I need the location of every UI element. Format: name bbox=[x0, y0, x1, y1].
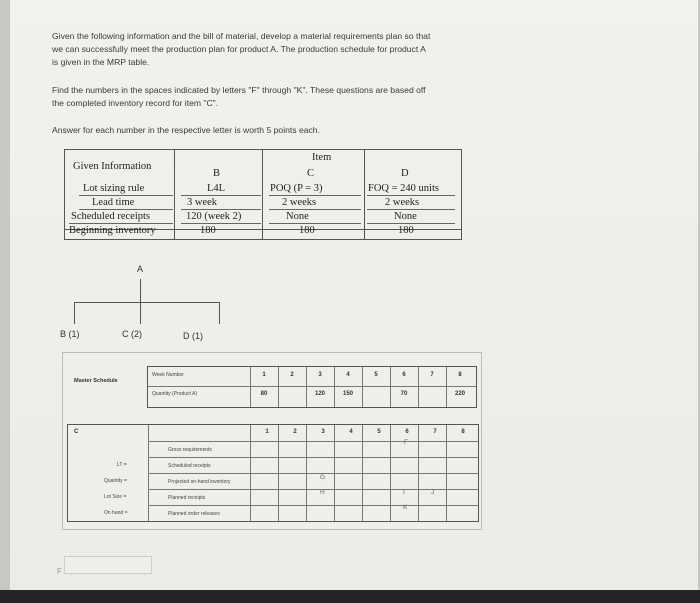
b-lot-size: L4L bbox=[207, 183, 226, 194]
c-week-2: 2 bbox=[293, 429, 297, 435]
bottom-bar bbox=[0, 590, 700, 603]
qty-week-3: 120 bbox=[314, 391, 325, 397]
week-6: 6 bbox=[402, 372, 406, 378]
row-label-lead-time: Lead time bbox=[92, 197, 135, 208]
inventory-record-table bbox=[67, 424, 479, 522]
column-b: B bbox=[213, 168, 221, 179]
instruction-line: Find the numbers in the spaces indicated by letters "F" through "K". These questions are based off bbox=[52, 85, 426, 95]
week-1: 1 bbox=[262, 372, 266, 378]
answer-h: H bbox=[320, 489, 325, 496]
c-week-8: 8 bbox=[461, 429, 465, 435]
given-info-title: Given Information bbox=[73, 161, 152, 172]
b-lead-time: 3 week bbox=[187, 197, 218, 208]
corner-letter-f: F bbox=[57, 567, 62, 576]
answer-g: G bbox=[320, 474, 326, 481]
on-hand-label: On hand = bbox=[104, 510, 128, 516]
instruction-line: is given in the MRP table. bbox=[52, 57, 150, 67]
answer-f: F bbox=[404, 439, 408, 446]
d-lead-time: 2 weeks bbox=[385, 197, 420, 208]
c-week-1: 1 bbox=[265, 429, 269, 435]
c-week-4: 4 bbox=[349, 429, 353, 435]
c-lead-time: 2 weeks bbox=[282, 197, 317, 208]
c-week-7: 7 bbox=[433, 429, 437, 435]
b-scheduled-receipts: 120 (week 2) bbox=[186, 211, 242, 222]
qty-week-1: 80 bbox=[260, 391, 268, 397]
qty-week-8: 220 bbox=[454, 391, 465, 397]
gross-requirements-label: Gross requirements bbox=[168, 447, 212, 453]
b-beginning-inventory: 180 bbox=[200, 225, 216, 236]
c-week-3: 3 bbox=[321, 429, 325, 435]
item-header: Item bbox=[312, 152, 332, 163]
c-week-6: 6 bbox=[405, 429, 409, 435]
answer-k: K bbox=[403, 504, 408, 511]
d-lot-size: FOQ = 240 units bbox=[368, 183, 439, 194]
week-number-label: Week Number bbox=[152, 372, 184, 378]
c-week-5: 5 bbox=[377, 429, 381, 435]
row-label-beginning-inventory: Beginning inventory bbox=[69, 225, 156, 236]
quantity-product-a-label: Quantity (Product A) bbox=[152, 391, 198, 397]
instruction-line: we can successfully meet the production plan for product A. The production schedule for product A bbox=[52, 44, 426, 54]
row-label-scheduled-receipts: Scheduled receipts bbox=[71, 211, 151, 222]
answer-j: J bbox=[431, 489, 435, 496]
c-beginning-inventory: 180 bbox=[299, 225, 315, 236]
bom-child-c: C (2) bbox=[122, 329, 142, 339]
projected-on-hand-label: Projected on-hand inventory bbox=[168, 479, 231, 485]
bom-root-a: A bbox=[137, 264, 144, 274]
c-scheduled-receipts: None bbox=[286, 211, 309, 222]
instruction-line: Answer for each number in the respective letter is worth 5 points each. bbox=[52, 125, 320, 135]
week-3: 3 bbox=[318, 372, 322, 378]
inventory-item-c: C bbox=[74, 429, 79, 435]
d-scheduled-receipts: None bbox=[394, 211, 417, 222]
planned-receipts-label: Planned receipts bbox=[168, 495, 206, 501]
d-beginning-inventory: 180 bbox=[398, 225, 414, 236]
item-info-table bbox=[64, 149, 462, 240]
answer-input-box[interactable] bbox=[64, 556, 152, 574]
lot-size-label: Lot Size = bbox=[104, 494, 127, 500]
quantity-label: Quantity = bbox=[104, 478, 127, 484]
answer-i: I bbox=[403, 489, 405, 496]
qty-week-6: 70 bbox=[400, 391, 408, 397]
qty-week-4: 150 bbox=[342, 391, 353, 397]
scheduled-receipts-label: Scheduled receipts bbox=[168, 463, 211, 469]
bom-child-d: D (1) bbox=[183, 331, 203, 341]
instruction-line: the completed inventory record for item "C". bbox=[52, 98, 219, 108]
row-label-lot-sizing: Lot sizing rule bbox=[83, 183, 145, 194]
column-c: C bbox=[307, 168, 315, 179]
week-5: 5 bbox=[374, 372, 378, 378]
c-lot-size: POQ (P = 3) bbox=[270, 183, 323, 194]
week-8: 8 bbox=[458, 372, 462, 378]
instruction-line: Given the following information and the bill of material, develop a material requirements plan so that bbox=[52, 31, 431, 41]
bom-child-b: B (1) bbox=[60, 329, 80, 339]
week-4: 4 bbox=[346, 372, 350, 378]
master-schedule-title: Master Schedule bbox=[74, 378, 118, 384]
planned-order-releases-label: Planned order releases bbox=[168, 511, 220, 517]
lt-label: LT = bbox=[117, 462, 127, 468]
week-2: 2 bbox=[290, 372, 294, 378]
column-d: D bbox=[401, 168, 409, 179]
week-7: 7 bbox=[430, 372, 434, 378]
